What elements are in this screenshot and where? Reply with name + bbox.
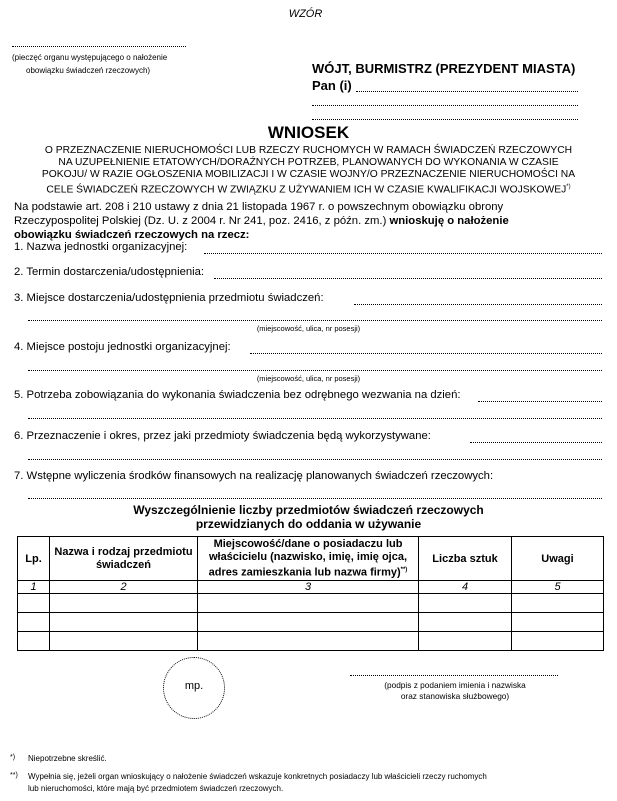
footnote-1: *) Niepotrzebne skreślić.: [10, 754, 107, 763]
field-5-label: 5. Potrzeba zobowiązania do wykonania świadczenia bez odrębnego wezwania na dzień:: [14, 389, 461, 401]
signature-line[interactable]: [350, 675, 558, 676]
addressee-line-2[interactable]: [312, 105, 578, 106]
table-cell[interactable]: [18, 594, 50, 613]
field-3-line[interactable]: [354, 304, 602, 305]
col-number: 2: [50, 581, 198, 594]
field-4-line[interactable]: [250, 353, 602, 354]
header-lp: Lp.: [18, 537, 50, 581]
col-number: 5: [512, 581, 604, 594]
table-cell[interactable]: [512, 594, 604, 613]
table-cell[interactable]: [419, 632, 512, 651]
header-liczba: Liczba sztuk: [419, 537, 512, 581]
table-number-row: [18, 581, 604, 594]
addressee-pan: Pan (i): [312, 78, 352, 93]
document-title: WNIOSEK: [267, 123, 350, 142]
field-2-line[interactable]: [214, 278, 602, 279]
document-subtitle: O PRZEZNACZENIE NIERUCHOMOŚCI LUB RZECZY RUCHOMYCH W RAMACH ŚWIADCZEŃ RZECZOWYCH NA UZUPEŁNIENIE ETATOWYCH/DORAŹNYCH POTRZEB, PLANOWANYCH DO WYKONANIA W CZASIE POKOJU/ W RAZIE OGŁOSZENIA MOBILIZACJI I W CZASIE WOJNY/O PRZEZNACZENIE NIERUCHOMOŚCI NA CELE ŚWIADCZEŃ RZECZOWYCH W ZWIĄZKU Z UŻYWANIEM ICH W CZASIE KWALIFIKACJI WOJSKOWEJ*): [41, 145, 576, 196]
table-cell[interactable]: [419, 613, 512, 632]
field-6-line[interactable]: [470, 442, 602, 443]
table-cell[interactable]: [18, 632, 50, 651]
field-2-label: 2. Termin dostarczenia/udostępnienia:: [14, 266, 205, 278]
table-title: Wyszczególnienie liczby przedmiotów świadczeń rzeczowych przewidzianych do oddania w używanie: [133, 503, 484, 531]
field-3-line-2[interactable]: [28, 320, 602, 321]
items-table: [17, 536, 604, 651]
header-nazwa: Nazwa i rodzaj przedmiotu świadczeń: [50, 537, 198, 581]
col-number: 3: [198, 581, 419, 594]
table-cell[interactable]: [512, 613, 604, 632]
signature-label: (podpis z podaniem imienia i nazwiska oraz stanowiska służbowego): [384, 680, 526, 701]
addressee-title: WÓJT, BURMISTRZ (PREZYDENT MIASTA): [312, 61, 576, 76]
field-3-label: 3. Miejsce dostarczenia/udostępnienia przedmiotu świadczeń:: [14, 292, 324, 304]
table-row: [18, 613, 604, 632]
addressee-line-1[interactable]: [356, 91, 578, 92]
field-4-line-2[interactable]: [28, 370, 602, 371]
field-6-line-2[interactable]: [28, 459, 602, 460]
field-5-line[interactable]: [478, 401, 602, 402]
header-miejsce: Miejscowość/dane o posiadaczu lub właścicielu (nazwisko, imię, imię ojca, adres zamieszkania lub nazwa firmy)**): [198, 537, 419, 581]
table-cell[interactable]: [50, 613, 198, 632]
table-header-row: [18, 537, 604, 581]
table-cell[interactable]: [198, 632, 419, 651]
stamp-dotted-line: [12, 46, 186, 47]
field-1-line[interactable]: [204, 253, 602, 254]
stamp-label: (pieczęć organu występującego o nałożenie obowiązku świadczeń rzeczowych): [12, 53, 168, 75]
stamp-label-mp: mp.: [184, 680, 204, 692]
field-4-hint: (miejscowość, ulica, nr posesji): [256, 374, 361, 383]
table-cell[interactable]: [50, 594, 198, 613]
table-cell[interactable]: [198, 613, 419, 632]
wzor-label: WZÓR: [288, 8, 323, 20]
table-cell[interactable]: [419, 594, 512, 613]
field-5-line-2[interactable]: [28, 418, 602, 419]
field-1-label: 1. Nazwa jednostki organizacyjnej:: [14, 241, 188, 253]
field-7-label: 7. Wstępne wyliczenia środków finansowych na realizację planowanych świadczeń rzeczowych:: [14, 470, 494, 482]
field-7-line[interactable]: [28, 498, 602, 499]
table-cell[interactable]: [512, 632, 604, 651]
field-4-label: 4. Miejsce postoju jednostki organizacyjnej:: [14, 341, 231, 353]
col-number: 4: [419, 581, 512, 594]
field-6-label: 6. Przeznaczenie i okres, przez jaki przedmioty świadczenia będą wykorzystywane:: [14, 430, 431, 442]
table-row: [18, 594, 604, 613]
footnote-2: **) Wypełnia się, jeżeli organ wnioskujący o nałożenie świadczeń wskazuje konkretnych posiadaczy lub właścicieli rzeczy ruchomych lub nieruchomości, które mają być przedmiotem świadczeń rzeczowych.: [10, 772, 487, 793]
intro-paragraph: Na podstawie art. 208 i 210 ustawy z dnia 21 listopada 1967 r. o powszechnym obowiązku obrony Rzeczypospolitej Polskiej (Dz. U. z 2004 r. Nr 241, poz. 2416, z późn. zm.) wnioskuję o nałożenie obowiązku świadczeń rzeczowych na rzecz:: [14, 201, 509, 241]
field-3-hint: (miejscowość, ulica, nr posesji): [256, 324, 361, 333]
table-cell[interactable]: [18, 613, 50, 632]
col-number: 1: [18, 581, 50, 594]
table-cell[interactable]: [50, 632, 198, 651]
addressee-line-3[interactable]: [312, 119, 578, 120]
table-row: [18, 632, 604, 651]
header-uwagi: Uwagi: [512, 537, 604, 581]
table-cell[interactable]: [198, 594, 419, 613]
